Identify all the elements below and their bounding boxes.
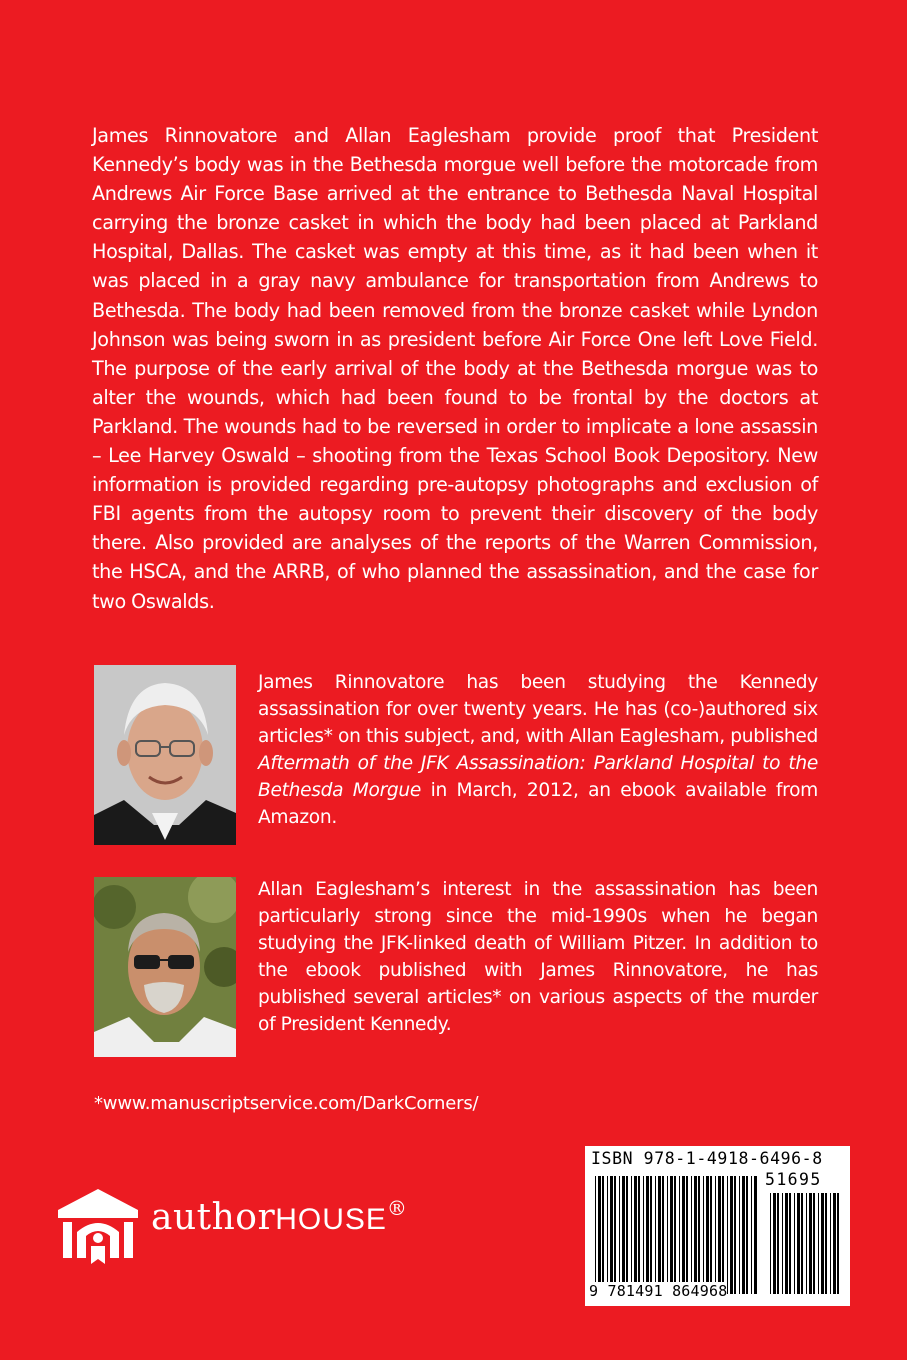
publisher-name-lower: author <box>151 1197 276 1238</box>
authorhouse-wordmark <box>151 1196 407 1238</box>
bio-rinnovatore-text-after: in March, 2012, an ebook available from Amazon. <box>258 780 818 828</box>
back-cover-blurb: James Rinnovatore and Allan Eaglesham provide proof that President Kennedy’s body was in the Bethesda morgue well before the motorcade from Andrews Air Force Base arrived at the entrance to Bethesda Naval Hospital carrying the bronze casket in which the body had been placed at Parkland Hospital, Dallas. The casket was empty at this time, as it had been when it was placed in a gray navy ambulance for transportation from Andrews to Bethesda. The body had been removed from the bronze casket while Lyndon Johnson was being sworn in as president before Air Force One left Love Field. The purpose of the early arrival of the body at the Bethesda morgue was to alter the wounds, which had been found to be frontal by the doctors at Parkland. The wounds had to be reversed in order to implicate a lone assassin – Lee Harvey Oswald – shooting from the Texas School Book Depository. New information is provided regarding pre-autopsy photographs and exclusion of FBI agents from the autopsy room to prevent their discovery of the body there. Also provided are analyses of the reports of the Warren Commission, the HSCA, and the ARRB, of who planned the assassination, and the case for two Oswalds. <box>92 124 818 613</box>
author-photo-rinnovatore <box>94 665 236 845</box>
ean-digits: 9 781491 864968 <box>589 1282 728 1300</box>
publisher-name-caps: HOUSE <box>275 1203 387 1236</box>
authorhouse-logo <box>55 1186 455 1266</box>
barcode-bars-supplement <box>770 1193 840 1294</box>
isbn-label: ISBN 978-1-4918-6496-8 <box>591 1149 823 1168</box>
bio-rinnovatore-text-before: James Rinnovatore has been studying the Kennedy assassination for over twenty years. He has (co-)authored six articles* on this subject, and, with Allan Eaglesham, published <box>258 672 818 747</box>
barcode-bars-main <box>595 1176 760 1294</box>
bio-eaglesham: Allan Eaglesham’s interest in the assassination has been particularly strong since the mid-1990s when he began studying the JFK-linked death of William Pitzer. In addition to the ebook published with James Rinnovatore, he has published several articles* on various aspects of the murder of President Kennedy. <box>258 879 818 1035</box>
author-photo-eaglesham <box>94 877 236 1057</box>
footnote-url: *www.manuscriptservice.com/DarkCorners/ <box>94 1093 479 1114</box>
price-code: 51695 <box>765 1170 822 1189</box>
authorhouse-logo-icon <box>55 1186 141 1264</box>
bio-rinnovatore <box>258 669 818 831</box>
registered-mark: ® <box>386 1196 408 1220</box>
isbn-barcode <box>585 1146 850 1306</box>
book-title: Aftermath of the JFK Assassination: Parkland Hospital to the Bethesda Morgue <box>258 753 818 801</box>
